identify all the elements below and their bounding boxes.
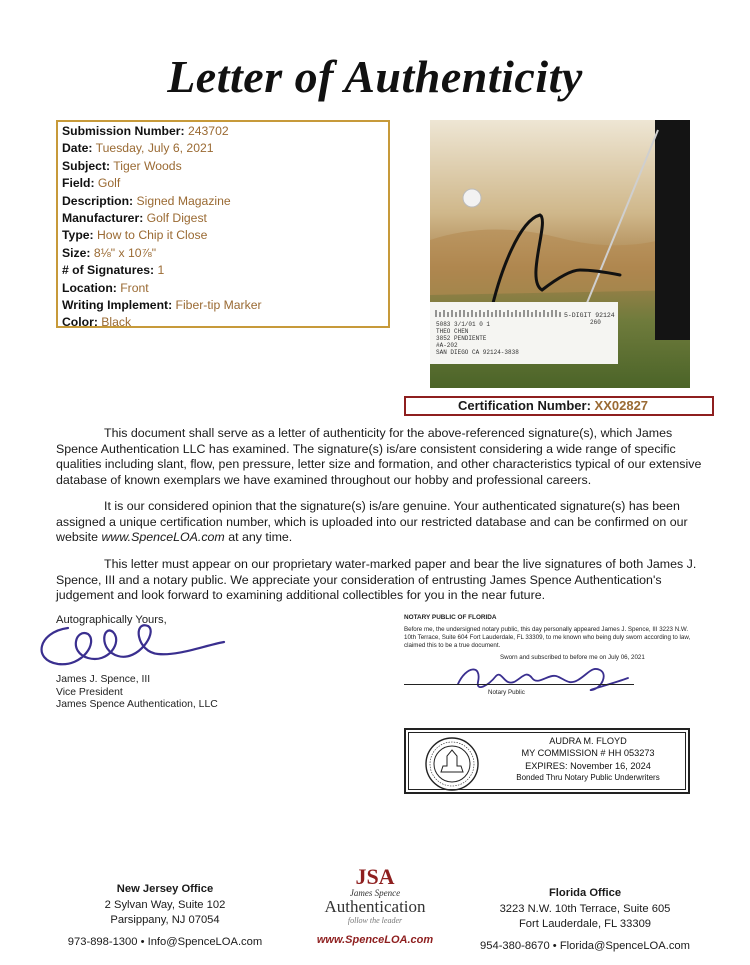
jsa-logo (300, 866, 450, 946)
seal-expires: EXPIRES: November 16, 2024 (525, 760, 651, 771)
field-value: 243702 (187, 124, 229, 138)
fl-office (460, 886, 710, 954)
field-label: Submission Number: (62, 124, 185, 138)
signer-company: James Spence Authentication, LLC (56, 699, 218, 711)
jsa-name: James Spence (349, 888, 401, 898)
label-zip: 5-DIGIT 92124 (564, 312, 615, 319)
golfer-silhouette (655, 120, 690, 340)
signatures-row (62, 262, 384, 279)
seal-commission: MY COMMISSION # HH 053273 (521, 748, 655, 759)
field-value: Golf (97, 176, 121, 191)
size-row (62, 245, 384, 262)
photo-scene (430, 120, 690, 388)
field-value: Black (101, 315, 132, 330)
field-value: Tiger Woods (113, 158, 182, 173)
notary-sworn: Sworn and subscribed to before me on July 06, 2021 (500, 654, 645, 661)
field-value: 1 (157, 263, 165, 278)
nj-address-line1: 2 Sylvan Way, Suite 102 (104, 898, 226, 911)
label-line: THEO CHEN (436, 328, 469, 335)
nj-office (40, 882, 290, 950)
paragraph-text: It is our considered opinion that the signature(s) is/are genuine. Your authenticated signature(s) has been assigned a unique certification number, which is uploaded into our restricted database and can be confirmed on our website (56, 499, 688, 545)
field-label: Subject: (62, 158, 111, 173)
notary-signature-line (404, 684, 634, 685)
certification-label: Certification Number: (458, 398, 591, 413)
seal-bonded: Bonded Thru Notary Public Underwriters (516, 773, 660, 783)
submission-number-row (62, 123, 384, 140)
certification-value: XX02827 (594, 398, 649, 413)
field-label: Field: (62, 176, 95, 191)
field-value: Fiber-tip Marker (175, 298, 262, 313)
signer-block (56, 674, 218, 712)
field-value: Golf Digest (146, 211, 207, 226)
nj-address-line2: Parsippany, NJ 07054 (110, 914, 220, 927)
location-row (62, 280, 384, 297)
jsa-authentication: Authentication (324, 897, 426, 916)
jsa-url[interactable]: www.SpenceLOA.com (316, 934, 434, 946)
paragraph-watermark: This letter must appear on our proprietary water-marked paper and bear the live signatures of both James J. Spence, III and a notary public. We appreciate your consideration of entrusting James Spence Authentication's judgement and look forward to examining additional collectibles for you in the near future. (56, 557, 697, 603)
description-row (62, 193, 384, 210)
label-line: #A-202 (436, 342, 458, 349)
signer-role: Vice President (56, 686, 123, 698)
field-label: Size: (62, 245, 91, 260)
signer-name: James J. Spence, III (56, 674, 151, 685)
field-label: Manufacturer: (62, 211, 144, 226)
fl-contact: 954-380-8670 • Florida@SpenceLOA.com (480, 939, 690, 952)
field-value: Front (120, 280, 149, 295)
website-link[interactable]: www.SpenceLOA.com (101, 530, 225, 545)
type-row (62, 227, 384, 244)
paragraph-examination: This document shall serve as a letter of authenticity for the above-referenced signature(s), which James Spence Authentication LLC has examined. The signature(s) is/are consistent considering a wide range of specific qualities including slant, flow, pen pressure, letter size and formation, and other characteristics typical of our extensive database of known exemplars we have examined throughout our hobby and professional careers. (56, 426, 702, 487)
golf-ball (463, 189, 481, 207)
paragraph-opinion (56, 499, 706, 546)
fl-office-title: Florida Office (548, 887, 622, 899)
field-label: # of Signatures: (62, 263, 155, 278)
certification-number-box (404, 396, 714, 416)
field-label: Location: (62, 280, 117, 295)
field-row (62, 175, 384, 192)
label-line: 3852 PENDIENTE (436, 335, 487, 342)
fl-address-line1: 3223 N.W. 10th Terrace, Suite 605 (499, 902, 671, 915)
closing-text: Autographically Yours, (56, 614, 167, 626)
nj-office-title: New Jersey Office (116, 883, 214, 895)
florida-seal-icon (423, 736, 481, 792)
notary-label: Notary Public (488, 689, 525, 696)
field-value: 8⅛" x 10⅞" (93, 245, 157, 260)
field-label: Description: (62, 193, 134, 208)
label-code: 260 (590, 319, 601, 326)
field-label: Writing Implement: (62, 298, 173, 313)
jsa-tagline: follow the leader (347, 916, 403, 925)
notary-seal (404, 728, 690, 794)
notary-signature (452, 660, 632, 696)
subject-row (62, 158, 384, 175)
label-line: 5083 3/1/01 0 1 (436, 321, 491, 328)
spence-signature (28, 612, 228, 674)
paragraph-text: at any time. (224, 530, 293, 545)
seal-text (493, 735, 683, 785)
field-label: Type: (62, 228, 94, 243)
field-value: How to Chip it Close (97, 228, 208, 243)
item-details-box (56, 120, 390, 328)
field-label: Date: (62, 141, 93, 156)
item-photo (430, 120, 690, 388)
field-value: Signed Magazine (136, 193, 231, 208)
field-value: Tuesday, July 6, 2021 (95, 141, 214, 156)
label-line: SAN DIEGO CA 92124-3838 (436, 349, 519, 356)
notary-text: Before me, the undersigned notary public, this day personally appeared James J. Spence, III 3223 N.W. 10th Terrace, Suite 604 Fort Lauderdale, FL 33309, to me known who being duly sworn according to law, claimed this to be a true document. (404, 626, 691, 649)
notary-heading: NOTARY PUBLIC OF FLORIDA (404, 614, 497, 621)
field-label: Color: (62, 315, 98, 330)
jsa-mark: JSA (355, 864, 395, 889)
fl-address-line2: Fort Lauderdale, FL 33309 (518, 918, 652, 931)
color-row (62, 314, 384, 331)
page-title: Letter of Authenticity (167, 51, 583, 102)
seal-name: AUDRA M. FLOYD (549, 736, 627, 746)
manufacturer-row (62, 210, 384, 227)
date-row (62, 140, 384, 157)
writing-implement-row (62, 297, 384, 314)
nj-contact: 973-898-1300 • Info@SpenceLOA.com (67, 935, 263, 948)
